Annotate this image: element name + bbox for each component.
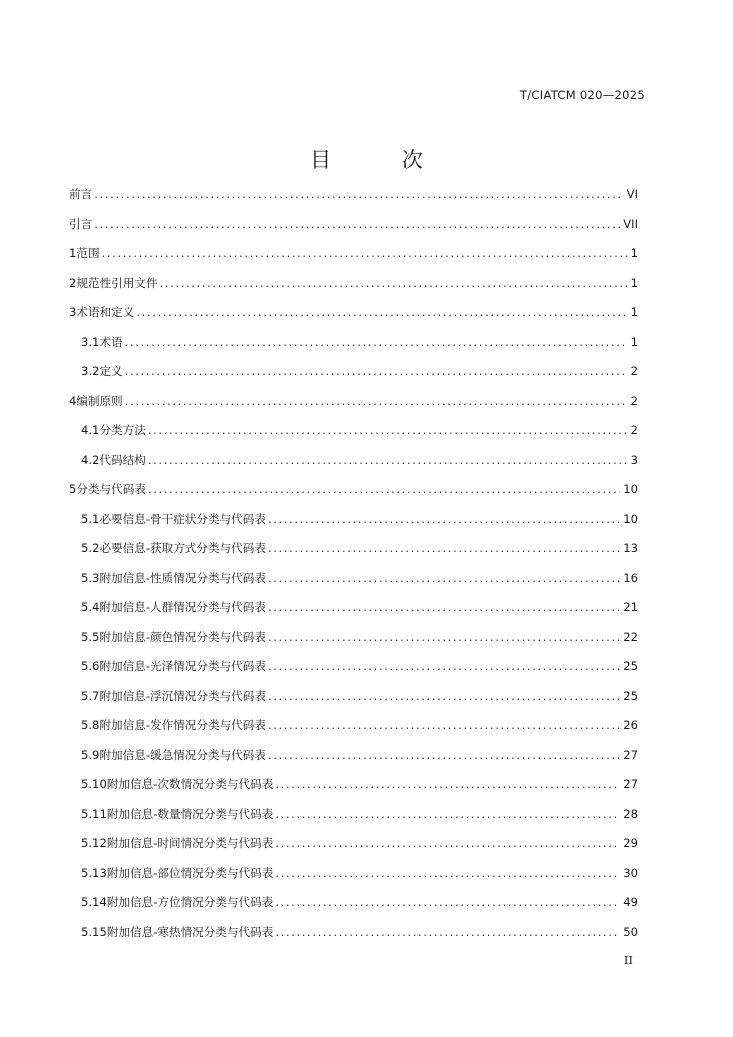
- toc-entry[interactable]: [69, 682, 638, 712]
- dot-leader: [268, 564, 620, 594]
- toc-entry-page: 1: [630, 246, 638, 260]
- toc-entry-label: 附加信息-人群情况分类与代码表: [99, 600, 266, 614]
- toc-entry-page: 21: [623, 600, 638, 614]
- toc-entry-label: 术语: [99, 334, 123, 349]
- dot-leader: [268, 593, 620, 623]
- toc-entry[interactable]: [69, 416, 638, 446]
- toc-entry-label: 附加信息-光泽情况分类与代码表: [99, 659, 266, 673]
- toc-entry-number: 3.1: [81, 334, 100, 349]
- dot-leader: [160, 269, 628, 299]
- dot-leader: [268, 652, 620, 682]
- toc-entry-page: 25: [623, 659, 638, 673]
- toc-entry-page: 1: [630, 334, 638, 349]
- toc-entry[interactable]: [69, 888, 638, 918]
- toc-entry-page: 27: [623, 747, 638, 762]
- toc-entry[interactable]: [69, 623, 638, 653]
- toc-entry[interactable]: [69, 534, 638, 564]
- toc-entry-page: 10: [623, 511, 638, 526]
- toc-entry-number: 5.5: [81, 629, 100, 644]
- toc-entry-label: 附加信息-次数情况分类与代码表: [106, 777, 274, 791]
- toc-entry-page: 16: [623, 570, 638, 585]
- toc-entry[interactable]: [69, 711, 638, 741]
- toc-entry[interactable]: [69, 652, 638, 682]
- toc-entry-page: 28: [623, 806, 638, 821]
- dot-leader: [275, 829, 620, 859]
- toc-entry-label: 必要信息-骨干症状分类与代码表: [99, 511, 266, 526]
- dot-leader: [136, 298, 627, 328]
- toc-entry-label: 附加信息-时间情况分类与代码表: [106, 836, 274, 850]
- toc-entry-page: 2: [630, 423, 638, 437]
- dot-leader: [125, 387, 628, 417]
- dot-leader: [275, 918, 620, 948]
- dot-leader: [268, 682, 620, 712]
- dot-leader: [275, 770, 620, 800]
- toc-entry-number: 3.2: [81, 364, 100, 378]
- toc-entry[interactable]: [69, 269, 638, 299]
- toc-entry-number: 4: [69, 393, 77, 408]
- toc-entry-label: 引言: [69, 216, 93, 231]
- toc-entry[interactable]: [69, 475, 638, 505]
- toc-entry-label: 分类方法: [99, 423, 146, 437]
- toc-entry[interactable]: [69, 328, 638, 358]
- dot-leader: [94, 210, 620, 240]
- toc-entry-number: 1: [69, 246, 77, 260]
- toc-entry-page: 3: [630, 452, 638, 467]
- toc-entry-page: 27: [623, 777, 638, 791]
- toc-entry-number: 5.13: [81, 865, 107, 880]
- toc-entry-label: 附加信息-浮沉情况分类与代码表: [99, 688, 266, 703]
- toc-entry-label: 附加信息-部位情况分类与代码表: [106, 865, 274, 880]
- toc-entry-label: 附加信息-发作情况分类与代码表: [99, 718, 266, 732]
- toc-entry-page: 2: [630, 393, 638, 408]
- toc-entry-label: 代码结构: [99, 452, 146, 467]
- toc-entry[interactable]: [69, 564, 638, 594]
- toc-entry[interactable]: [69, 829, 638, 859]
- toc-entry-label: 范围: [76, 246, 100, 260]
- toc-entry-number: 5.4: [81, 600, 100, 614]
- toc-entry-page: 2: [630, 364, 638, 378]
- toc-entry-number: 5.15: [81, 924, 107, 939]
- toc-entry-label: 附加信息-颜色情况分类与代码表: [99, 629, 266, 644]
- toc-entry[interactable]: [69, 180, 638, 210]
- toc-entry-label: 前言: [69, 187, 93, 201]
- toc-entry-page: 25: [623, 688, 638, 703]
- toc-entry-number: 5.9: [81, 747, 100, 762]
- dot-leader: [275, 859, 620, 889]
- toc-entry-number: 3: [69, 305, 77, 319]
- dot-leader: [148, 446, 628, 476]
- toc-entry[interactable]: [69, 593, 638, 623]
- toc-entry-page: 50: [623, 924, 638, 939]
- dot-leader: [125, 328, 628, 358]
- toc-entry-number: 5.11: [81, 806, 107, 821]
- page-title: 目 次: [310, 148, 455, 172]
- toc-entry[interactable]: [69, 770, 638, 800]
- toc-entry-number: 5.7: [81, 688, 100, 703]
- toc-entry-number: 5.14: [81, 895, 107, 909]
- toc-entry-label: 术语和定义: [76, 305, 135, 319]
- toc-entry-label: 编制原则: [76, 393, 123, 408]
- toc-entry-number: 2: [69, 275, 77, 290]
- toc-entry[interactable]: [69, 387, 638, 417]
- toc-entry-page: 1: [630, 275, 638, 290]
- dot-leader: [148, 416, 628, 446]
- toc-entry[interactable]: [69, 357, 638, 387]
- toc-entry[interactable]: [69, 210, 638, 240]
- dot-leader: [268, 711, 620, 741]
- page-number: II: [623, 953, 633, 967]
- toc-entry-number: 5.8: [81, 718, 100, 732]
- toc-entry-label: 附加信息-缓急情况分类与代码表: [99, 747, 266, 762]
- dot-leader: [275, 800, 620, 830]
- toc-entry[interactable]: [69, 800, 638, 830]
- dot-leader: [148, 475, 620, 505]
- dot-leader: [268, 505, 620, 535]
- toc-entry-page: 49: [623, 895, 638, 909]
- toc-entry-number: 5.3: [81, 570, 100, 585]
- toc-entry-number: 5.12: [81, 836, 107, 850]
- dot-leader: [102, 239, 628, 269]
- toc-entry-page: 26: [623, 718, 638, 732]
- toc-entry-page: VI: [626, 187, 638, 201]
- toc-entry-label: 附加信息-寒热情况分类与代码表: [106, 924, 274, 939]
- toc-entry[interactable]: [69, 298, 638, 328]
- toc-entry[interactable]: [69, 446, 638, 476]
- dot-leader: [268, 741, 620, 771]
- toc-entry-number: 4.1: [81, 423, 100, 437]
- toc-entry-page: 13: [623, 541, 638, 555]
- toc-entry-page: 1: [630, 305, 638, 319]
- toc-entry-label: 必要信息-获取方式分类与代码表: [99, 541, 266, 555]
- toc-entry-label: 分类与代码表: [76, 482, 146, 496]
- toc-entry-page: VII: [623, 216, 638, 231]
- toc-entry[interactable]: [69, 918, 638, 948]
- toc-entry[interactable]: [69, 505, 638, 535]
- dot-leader: [268, 623, 620, 653]
- table-of-contents: [69, 180, 638, 947]
- toc-entry-number: 5.10: [81, 777, 107, 791]
- toc-entry-label: 定义: [99, 364, 123, 378]
- toc-entry-label: 附加信息-方位情况分类与代码表: [106, 895, 274, 909]
- toc-entry-page: 29: [623, 836, 638, 850]
- toc-entry-label: 附加信息-数量情况分类与代码表: [106, 806, 274, 821]
- dot-leader: [268, 534, 620, 564]
- toc-entry-number: 4.2: [81, 452, 100, 467]
- toc-entry-number: 5.6: [81, 659, 100, 673]
- toc-entry-label: 附加信息-性质情况分类与代码表: [99, 570, 266, 585]
- toc-entry[interactable]: [69, 859, 638, 889]
- toc-entry[interactable]: [69, 741, 638, 771]
- toc-entry-number: 5: [69, 482, 77, 496]
- dot-leader: [275, 888, 620, 918]
- dot-leader: [94, 180, 623, 210]
- toc-entry-page: 22: [623, 629, 638, 644]
- toc-entry-number: 5.1: [81, 511, 100, 526]
- toc-entry[interactable]: [69, 239, 638, 269]
- dot-leader: [125, 357, 628, 387]
- toc-entry-page: 30: [623, 865, 638, 880]
- toc-entry-number: 5.2: [81, 541, 100, 555]
- toc-entry-page: 10: [623, 482, 638, 496]
- toc-entry-label: 规范性引用文件: [76, 275, 158, 290]
- document-code: T/CIATCM 020—2025: [519, 88, 645, 102]
